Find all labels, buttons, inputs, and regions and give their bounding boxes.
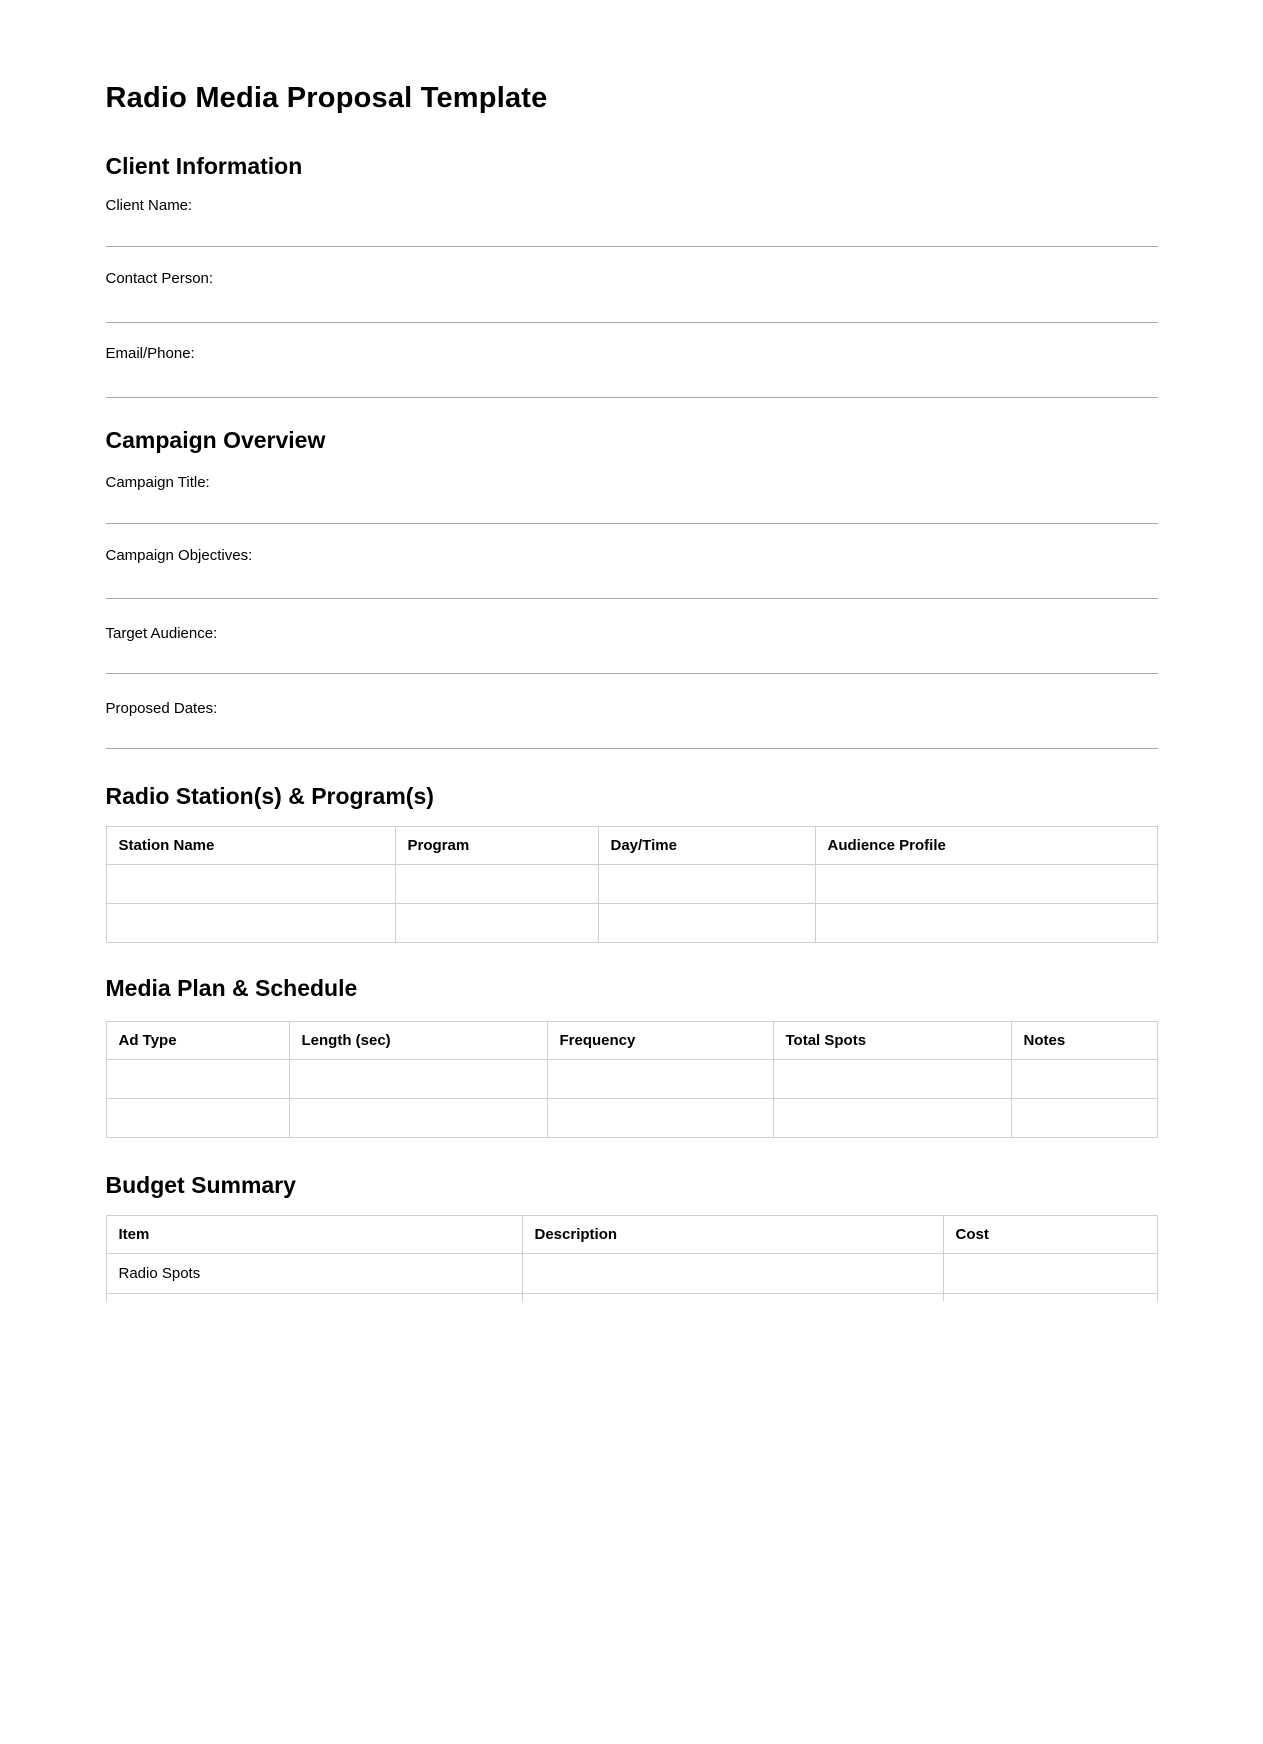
table-row [106, 1099, 1157, 1138]
radio-stations-cell-daytime-1[interactable] [598, 865, 815, 904]
media-plan-cell-frequency-1[interactable] [547, 1060, 773, 1099]
media-plan-cell-totalspots-2[interactable] [773, 1099, 1011, 1138]
section-heading-radio-stations: Radio Station(s) & Program(s) [105, 783, 434, 809]
media-plan-cell-frequency-2[interactable] [547, 1099, 773, 1138]
budget-cell-description-2[interactable] [522, 1294, 943, 1302]
column-header-ad-type: Ad Type [106, 1022, 289, 1060]
field-label-campaign-title: Campaign Title: [105, 474, 210, 491]
radio-stations-header-row [106, 827, 1157, 865]
section-heading-media-plan: Media Plan & Schedule [105, 975, 358, 1001]
field-label-email-phone: Email/Phone: [105, 345, 195, 362]
field-line-campaign-objectives[interactable] [106, 598, 1158, 599]
budget-cell-item-radio-spots[interactable]: Radio Spots [106, 1254, 522, 1294]
radio-stations-cell-station-2[interactable] [106, 904, 395, 943]
table-row [106, 1060, 1157, 1099]
column-header-item: Item [106, 1216, 522, 1254]
column-header-day-time: Day/Time [598, 827, 815, 865]
column-header-cost: Cost [943, 1216, 1157, 1254]
section-heading-budget-summary: Budget Summary [105, 1172, 296, 1198]
column-header-length-sec: Length (sec) [289, 1022, 547, 1060]
document-title: Radio Media Proposal Template [105, 82, 548, 114]
radio-stations-cell-daytime-2[interactable] [598, 904, 815, 943]
budget-summary-table [106, 1215, 1158, 1301]
column-header-program: Program [395, 827, 598, 865]
media-plan-cell-adtype-1[interactable] [106, 1060, 289, 1099]
media-plan-cell-length-1[interactable] [289, 1060, 547, 1099]
table-row [106, 1254, 1157, 1294]
column-header-frequency: Frequency [547, 1022, 773, 1060]
media-plan-header-row [106, 1022, 1157, 1060]
field-line-email-phone[interactable] [106, 397, 1158, 398]
field-label-proposed-dates: Proposed Dates: [105, 700, 218, 717]
column-header-audience-profile: Audience Profile [815, 827, 1157, 865]
field-line-contact-person[interactable] [106, 322, 1158, 323]
field-label-client-name: Client Name: [105, 197, 193, 214]
media-plan-cell-totalspots-1[interactable] [773, 1060, 1011, 1099]
media-plan-cell-notes-1[interactable] [1011, 1060, 1157, 1099]
radio-stations-cell-audience-2[interactable] [815, 904, 1157, 943]
radio-stations-cell-program-2[interactable] [395, 904, 598, 943]
budget-cell-description-1[interactable] [522, 1254, 943, 1294]
column-header-description: Description [522, 1216, 943, 1254]
column-header-notes: Notes [1011, 1022, 1157, 1060]
media-plan-table [106, 1021, 1158, 1138]
media-plan-cell-length-2[interactable] [289, 1099, 547, 1138]
field-label-contact-person: Contact Person: [105, 270, 214, 287]
field-line-campaign-title[interactable] [106, 523, 1158, 524]
column-header-total-spots: Total Spots [773, 1022, 1011, 1060]
column-header-station-name: Station Name [106, 827, 395, 865]
section-heading-client-information: Client Information [105, 153, 303, 179]
document-body [106, 81, 1158, 1301]
field-line-target-audience[interactable] [106, 673, 1158, 674]
radio-stations-cell-program-1[interactable] [395, 865, 598, 904]
budget-cell-cost-1[interactable] [943, 1254, 1157, 1294]
field-label-target-audience: Target Audience: [105, 625, 218, 642]
budget-cell-cost-2[interactable] [943, 1294, 1157, 1302]
table-row [106, 1294, 1157, 1302]
field-line-client-name[interactable] [106, 246, 1158, 247]
radio-stations-table [106, 826, 1158, 943]
media-plan-cell-notes-2[interactable] [1011, 1099, 1157, 1138]
table-row [106, 865, 1157, 904]
field-label-campaign-objectives: Campaign Objectives: [105, 547, 253, 564]
media-plan-cell-adtype-2[interactable] [106, 1099, 289, 1138]
radio-stations-cell-station-1[interactable] [106, 865, 395, 904]
field-line-proposed-dates[interactable] [106, 748, 1158, 749]
radio-stations-cell-audience-1[interactable] [815, 865, 1157, 904]
section-heading-campaign-overview: Campaign Overview [105, 427, 326, 453]
table-row [106, 904, 1157, 943]
budget-summary-header-row [106, 1216, 1157, 1254]
budget-cell-item-2[interactable] [106, 1294, 522, 1302]
